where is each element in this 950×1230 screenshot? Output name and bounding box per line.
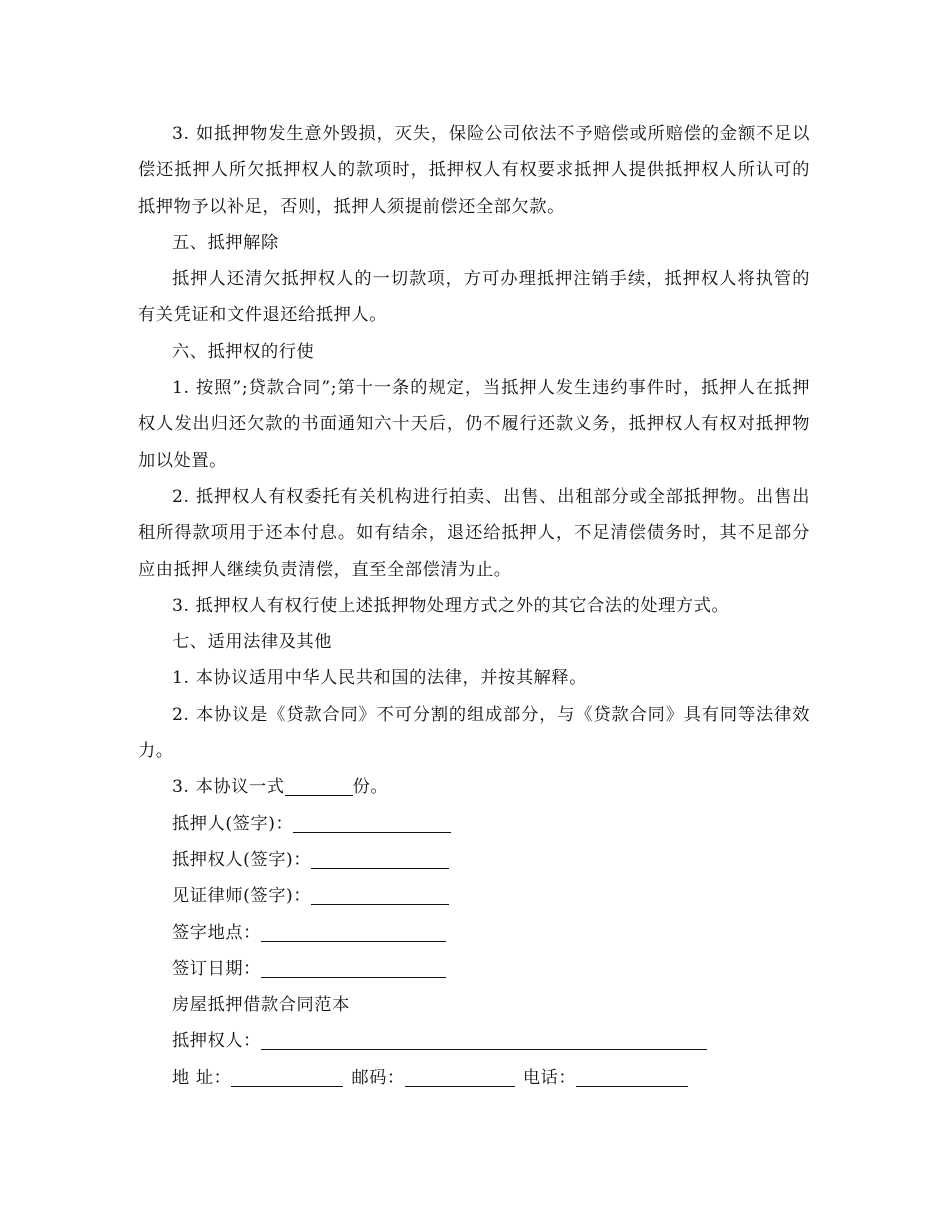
- section-heading-6: 六、抵押权的行使: [172, 341, 315, 362]
- zip-label: 邮码：: [351, 1067, 405, 1088]
- signature-witness-label: 见证律师(签字)：: [172, 886, 312, 907]
- template-mortgagee-label: 抵押权人：: [172, 1031, 261, 1052]
- address-blank[interactable]: [231, 1085, 343, 1087]
- copies-prefix: 3. 本协议一式: [172, 777, 285, 798]
- signature-place-label: 签字地点：: [172, 922, 261, 943]
- template-mortgagee-blank[interactable]: [261, 1048, 707, 1050]
- signature-date-label: 签订日期：: [172, 958, 261, 979]
- signature-mortgagee-label: 抵押权人(签字)：: [172, 849, 312, 870]
- signature-mortgagor-label: 抵押人(签字)：: [172, 813, 294, 834]
- paragraph-exercise-2: 2. 抵押权人有权委托有关机构进行拍卖、出售、出租部分或全部抵押物。出售出租所得款项用于还本付息。如有结余，退还给抵押人，不足清偿债务时，其不足部分应由抵押人继续负责清偿，直至全部偿清为止。: [138, 486, 810, 580]
- paragraph-copies: [138, 769, 810, 805]
- section-heading-7: 七、适用法律及其他: [172, 632, 333, 653]
- signature-mortgagor: [138, 806, 810, 842]
- paragraph-law-2: 2. 本协议是《贷款合同》不可分割的组成部分，与《贷款合同》具有同等法律效力。: [138, 704, 810, 762]
- paragraph-release: 抵押人还清欠抵押权人的一切款项，方可办理抵押注销手续，抵押权人将执管的有关凭证和文件退还给抵押人。: [138, 269, 810, 326]
- tel-blank[interactable]: [576, 1085, 688, 1087]
- signature-place: [138, 915, 810, 951]
- signature-mortgagee-blank[interactable]: [311, 867, 449, 869]
- section-heading-5: 五、抵押解除: [172, 232, 279, 253]
- template-mortgagee-line: [138, 1023, 810, 1059]
- paragraph-law-1: 1. 本协议适用中华人民共和国的法律，并按其解释。: [172, 668, 587, 689]
- signature-place-blank[interactable]: [261, 940, 446, 942]
- signature-mortgagee: [138, 842, 810, 878]
- document-body: [138, 116, 810, 1096]
- paragraph-clause-3: 3. 如抵押物发生意外毁损，灭失，保险公司依法不予赔偿或所赔偿的金额不足以偿还抵押人所欠抵押权人的款项时，抵押权人有权要求抵押人提供抵押权人所认可的抵押物予以补足，否则，抵押人须提前偿还全部欠款。: [138, 124, 810, 217]
- copies-suffix: 份。: [352, 777, 389, 798]
- signature-witness-blank[interactable]: [311, 903, 449, 905]
- signature-date: [138, 951, 810, 987]
- zip-blank[interactable]: [405, 1085, 515, 1087]
- signature-witness: [138, 878, 810, 914]
- copies-blank[interactable]: [285, 794, 353, 796]
- paragraph-exercise-3: 3. 抵押权人有权行使上述抵押物处理方式之外的其它合法的处理方式。: [172, 595, 730, 616]
- address-label: 地 址：: [172, 1067, 232, 1088]
- signature-mortgagor-blank[interactable]: [293, 831, 451, 833]
- tel-label: 电话：: [522, 1067, 577, 1088]
- template-title: 房屋抵押借款合同范本: [172, 995, 350, 1016]
- template-contact-line: [138, 1060, 810, 1096]
- signature-date-blank[interactable]: [261, 976, 446, 978]
- paragraph-exercise-1: 1. 按照”;贷款合同”;第十一条的规定，当抵押人发生违约事件时，抵押人在抵押权人发出归还欠款的书面通知六十天后，仍不履行还款义务，抵押权人有权对抵押物加以处置。: [138, 378, 810, 471]
